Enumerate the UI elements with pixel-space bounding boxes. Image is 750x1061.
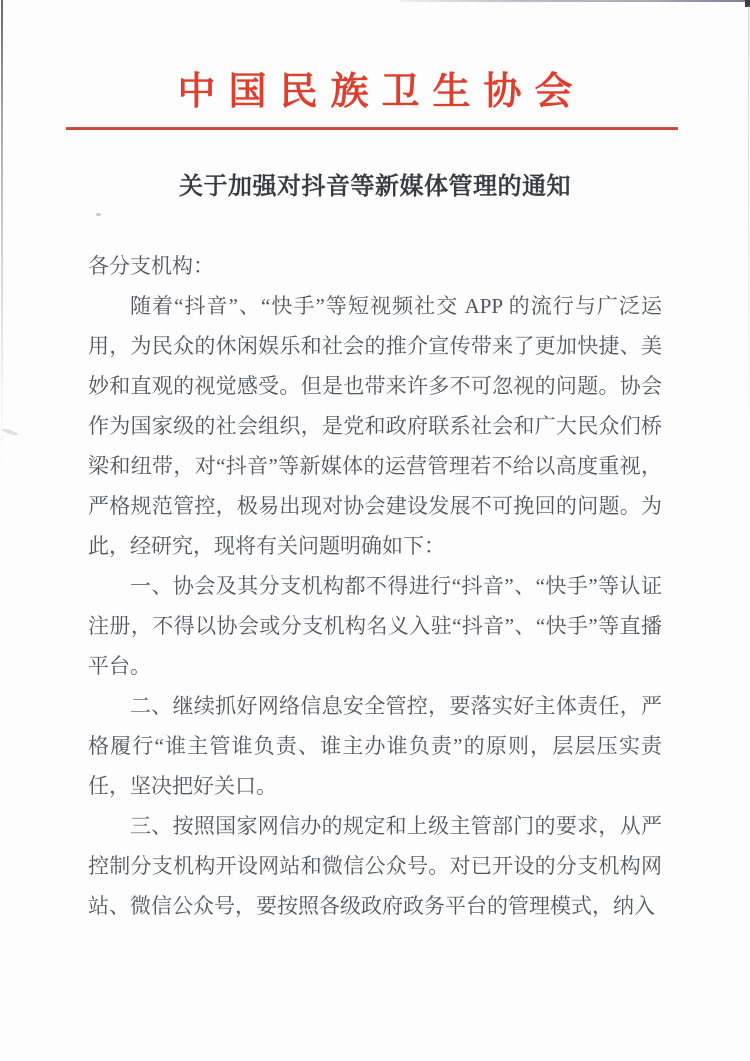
body-paragraph-intro: 随着“抖音”、“快手”等短视频社交 APP 的流行与广泛运用，为民众的休闲娱乐和社会的推介宣传带来了更加快捷、美妙和直观的视觉感受。但是也带来许多不可忽视的问题。协会作为国家级的社会组织，是党和政府联系社会和广大民众们桥梁和纽带，对“抖音”等新媒体的运营管理若不给以高度重视，严格规范管控，极易出现对协会建设发展不可挽回的问题。为此，经研究，现将有关问题明确如下： <box>88 294 662 558</box>
scan-speck <box>96 213 101 216</box>
salutation-line: 各分支机构： <box>88 254 214 278</box>
letterhead-divider-line <box>66 127 678 130</box>
organization-letterhead: 中国民族卫生协会 <box>177 71 586 113</box>
scan-left-edge-shadow <box>1 0 3 470</box>
body-paragraph-item-2: 二、继续抓好网络信息安全管控，要落实好主体责任，严格履行“谁主管谁负责、谁主办谁负责”的原则，层层压实责任，坚决把好关口。 <box>88 694 662 798</box>
scan-right-edge-line <box>748 6 749 446</box>
body-paragraph-item-3: 三、按照国家网信办的规定和上级主管部门的要求，从严控制分支机构开设网站和微信公众号。对已开设的分支机构网站、微信公众号，要按照各级政府政务平台的管理模式，纳入 <box>88 814 662 918</box>
document-title: 关于加强对抖音等新媒体管理的通知 <box>179 174 571 200</box>
scan-top-edge-streak <box>400 0 750 2</box>
document-body <box>0 246 750 926</box>
body-paragraph-item-1: 一、协会及其分支机构都不得进行“抖音”、“快手”等认证注册，不得以协会或分支机构名义入驻“抖音”、“快手”等直播平台。 <box>88 574 662 678</box>
